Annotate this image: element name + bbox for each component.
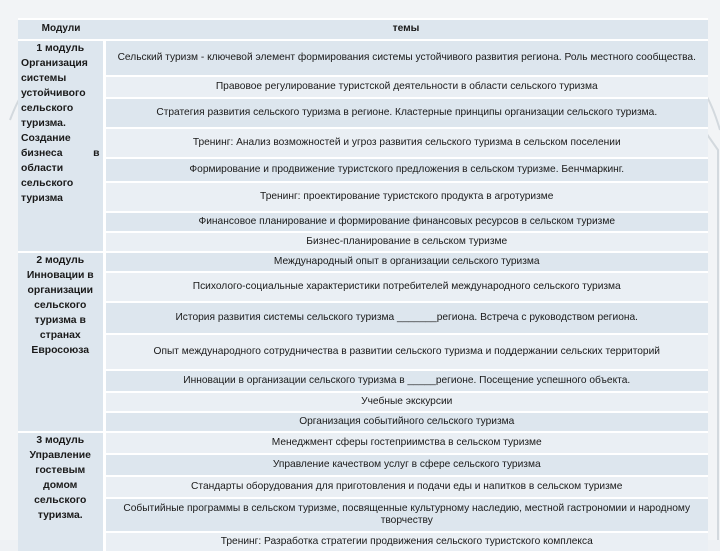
table-row [18,476,708,498]
topic-cell: Формирование и продвижение туристского предложения в сельском туризме. Бенчмаркинг. [104,158,708,182]
table-row [18,232,708,252]
topic-cell: Тренинг: проектирование туристского продукта в агротуризме [104,182,708,212]
table-row [18,252,708,272]
module-2-line: Инновации в [26,270,94,281]
modules-header: Модули [18,19,104,40]
table-row [18,532,708,551]
topic-cell: Сельский туризм - ключевой элемент формирования системы устойчивого развития региона. Роль местного сообщества. [104,40,708,76]
module-1-line-part: бизнеса [21,148,63,159]
table-row [18,76,708,98]
table-row [18,370,708,392]
module-1-line: сельского [21,103,74,114]
module-2-line: организации [27,285,93,296]
table-row [18,392,708,412]
table-row [18,412,708,432]
topic-cell: Психолого-социальные характеристики потребителей международного сельского туризма [104,272,708,302]
module-1-line: туризма. [21,118,66,129]
module-3-line: домом [43,480,78,491]
module-3-line: Управление [29,450,91,461]
module-3-line: туризма. [37,510,83,521]
module-2-line: сельского [34,300,87,311]
table-row [18,128,708,158]
module-3-line: гостевым [35,465,86,476]
module-1-line: туризма [21,193,63,204]
table-row [18,158,708,182]
table-row [18,334,708,370]
table-row [18,302,708,334]
table-row [18,432,708,454]
module-2-line: странах [39,330,81,341]
topic-cell: Тренинг: Разработка стратегии продвижения сельского туристского комплекса [104,532,708,551]
module-2-line: туризма в [34,315,86,326]
module-2-cell [18,252,104,432]
header-row [18,19,708,40]
topics-header: темы [104,19,708,40]
topic-cell: Финансовое планирование и формирование финансовых ресурсов в сельском туризме [104,212,708,232]
module-1-line: устойчивого [21,88,86,99]
topic-cell: Учебные экскурсии [104,392,708,412]
topic-cell: Бизнес-планирование в сельском туризме [104,232,708,252]
module-2-title: 2 модуль [36,255,85,266]
module-1-line: области [21,163,64,174]
topic-cell: Организация событийного сельского туризма [104,412,708,432]
module-2-line: Евросоюза [31,345,90,356]
topic-cell: Правовое регулирование туристской деятельности в области сельского туризма [104,76,708,98]
table-row [18,498,708,532]
topic-cell: Менеджмент сферы гостеприимства в сельском туризме [104,432,708,454]
topic-cell: Стандарты оборудования для приготовления и подачи еды и напитков в сельском туризме [104,476,708,498]
module-1-line: Создание [21,133,71,144]
module-3-line: сельского [34,495,87,506]
curriculum-table [18,18,708,551]
module-1-line: системы [21,73,67,84]
module-1-line-part: в [93,148,100,159]
module-1-cell [18,40,104,252]
module-1-line [21,146,100,161]
table-row [18,182,708,212]
module-3-cell [18,432,104,551]
module-3-title: 3 модуль [36,435,85,446]
topic-cell: Тренинг: Анализ возможностей и угроз развития сельского туризма в сельском поселении [104,128,708,158]
topic-cell: Инновации в организации сельского туризма в _____регионе. Посещение успешного объекта. [104,370,708,392]
table-row [18,212,708,232]
topic-cell: История развития системы сельского туризма _______региона. Встреча с руководством региона. [104,302,708,334]
topic-cell: Стратегия развития сельского туризма в регионе. Кластерные принципы организации сельского туризма. [104,98,708,128]
module-1-line: сельского [21,178,74,189]
topic-cell: Событийные программы в сельском туризме, посвященные культурному наследию, местной гастрономии и народному творчеству [104,498,708,532]
module-1-line: Организация [21,58,88,69]
table-row [18,272,708,302]
table-row [18,40,708,76]
module-1-title: 1 модуль [36,43,85,54]
table-row [18,98,708,128]
topic-cell: Международный опыт в организации сельского туризма [104,252,708,272]
topic-cell: Опыт международного сотрудничества в развитии сельского туризма и поддержании сельских территорий [104,334,708,370]
topic-cell: Управление качеством услуг в сфере сельского туризма [104,454,708,476]
table-row [18,454,708,476]
